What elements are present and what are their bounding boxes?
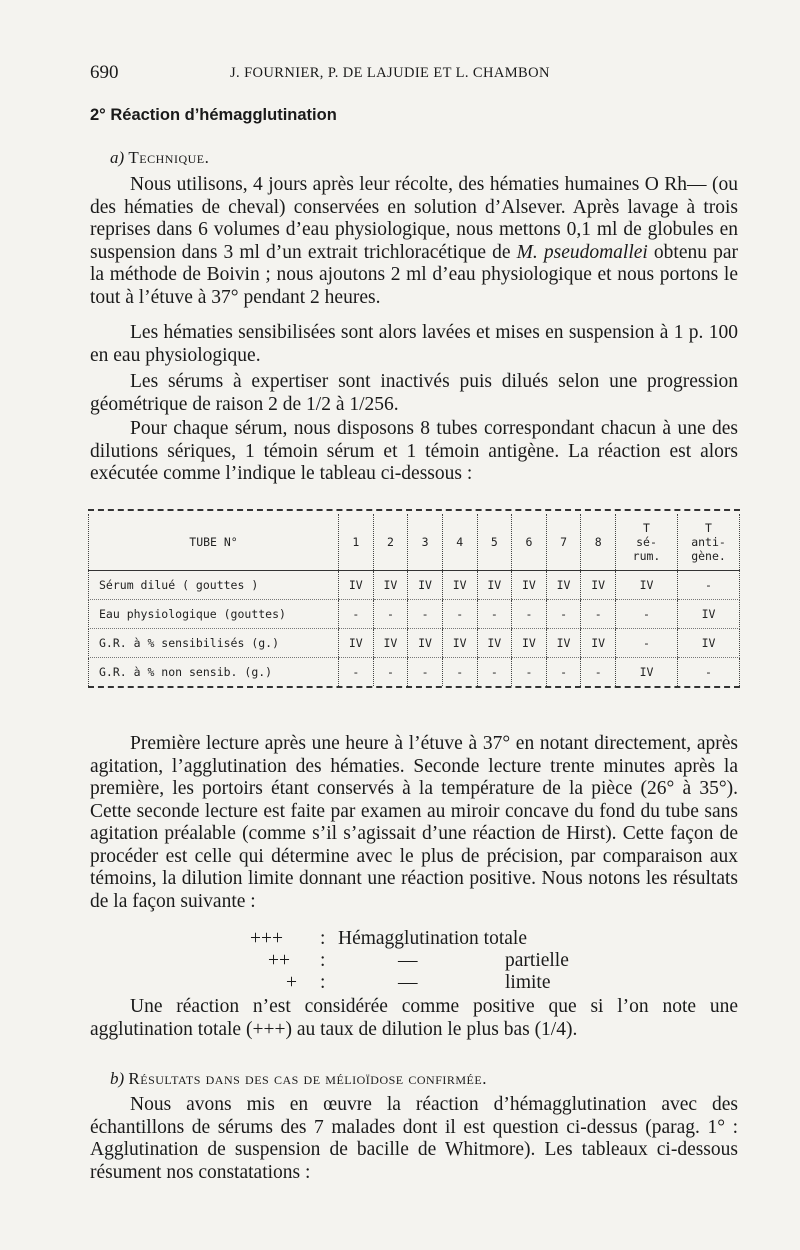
table-cell: IV (512, 571, 547, 600)
subsection-b-prefix: b) (110, 1069, 125, 1088)
table-cell: - (408, 658, 443, 687)
notation-symbol: + (286, 972, 297, 993)
table-cell: - (442, 600, 477, 629)
table-header-col: 1 (339, 514, 374, 571)
table-header-tube: TUBE N° (89, 514, 339, 571)
table-cell: - (408, 600, 443, 629)
notation-row-limite (250, 972, 650, 994)
table-cell: - (442, 658, 477, 687)
table-cell: IV (512, 629, 547, 658)
table-row (89, 571, 740, 600)
table-header-col: 3 (408, 514, 443, 571)
row-label: G.R. à % sensibilisés (g.) (89, 629, 339, 658)
section-heading: 2° Réaction d’hémagglutination (90, 106, 337, 124)
subsection-a-prefix: a) (110, 148, 125, 167)
subsection-a-title: Technique. (128, 148, 210, 167)
row-label: Eau physiologique (gouttes) (89, 600, 339, 629)
running-head-authors: J. FOURNIER, P. DE LAJUDIE ET L. CHAMBON (230, 65, 550, 81)
table-cell: IV (339, 571, 374, 600)
table-cell: IV (546, 629, 581, 658)
paragraph-results: Nous avons mis en œuvre la réaction d’hémagglutination avec des échantillons de sérums des 7 malades dont il est question ci-dessus (parag. 1° : Agglutination de suspension de bacille de Whitmore). Les tableaux ci-dessous résument nos constatations : (90, 1094, 738, 1183)
notation-legend (250, 928, 650, 994)
subsection-results-heading (110, 1069, 487, 1089)
table-header-col: 7 (546, 514, 581, 571)
table-cell: IV (581, 571, 616, 600)
table-cell: - (512, 658, 547, 687)
page-number: 690 (90, 62, 119, 83)
paragraph-technique: Nous utilisons, 4 jours après leur récolte, des hématies humaines O Rh— (ou des hématies de cheval) conservées en solution d’Alsever. Après lavage à trois reprises dans 6 volumes d’eau physiologique, nous mettons 0,1 ml de globules en suspension dans 3 ml d’un extrait trichloracétique de M. pseudomallei obtenu par la méthode de Boivin ; nous ajoutons 2 ml d’eau physiologique et nous portons le tout à l’étuve à 37° pendant 2 heures. (90, 174, 738, 308)
table-cell: - (477, 658, 512, 687)
table-row (89, 629, 740, 658)
table-cell: IV (442, 629, 477, 658)
table-cell: IV (581, 629, 616, 658)
table-cell: - (339, 600, 374, 629)
notation-desc: Hémagglutination totale (338, 928, 527, 949)
table-cell: IV (408, 629, 443, 658)
table-cell: IV (442, 571, 477, 600)
table-cell: IV (477, 629, 512, 658)
table-cell: IV (477, 571, 512, 600)
paragraph-dilution: Les sérums à expertiser sont inactivés puis dilués selon une progression géométrique de raison 2 de 1/2 à 1/256. (90, 371, 738, 415)
table-cell: - (678, 658, 740, 687)
notation-row-total (250, 928, 650, 950)
notation-dash: — (398, 972, 418, 993)
table-bottom-rule (88, 686, 740, 691)
subsection-b-title: Résultats dans des cas de mélioïdose confirmée. (128, 1069, 487, 1088)
table-cell: - (678, 571, 740, 600)
table-cell: - (512, 600, 547, 629)
notation-row-partielle (250, 950, 650, 972)
table-row (89, 600, 740, 629)
table-cell: IV (678, 629, 740, 658)
table-header-col: 5 (477, 514, 512, 571)
table-cell: IV (546, 571, 581, 600)
notation-word: limite (505, 972, 551, 993)
notation-symbol: ++ (268, 950, 290, 971)
notation-word: partielle (505, 950, 569, 971)
table-header-col: 4 (442, 514, 477, 571)
table-cell: IV (616, 658, 678, 687)
table-cell: - (373, 600, 408, 629)
table-header-temoin-antigene: T anti- gène. (678, 514, 740, 571)
table-cell: - (581, 600, 616, 629)
table-cell: IV (339, 629, 374, 658)
running-head (90, 62, 740, 86)
table-cell: IV (373, 629, 408, 658)
table-cell: IV (373, 571, 408, 600)
table-cell: IV (678, 600, 740, 629)
paragraph-lecture: Première lecture après une heure à l’étuve à 37° en notant directement, après agitation, l’agglutination des hématies. Seconde lecture trente minutes après la première, les portoirs étant conservés à la température de la pièce (26° à 35°). Cette seconde lecture est faite par examen au miroir concave du fond du tube sans agitation préalable (comme s’il s’agissait d’une réaction de Hirst). Cette façon de procéder est celle qui détermine avec le plus de précision, par comparaison aux témoins, la dilution limite donnant une réaction positive. Nous notons les résultats de la façon suivante : (90, 733, 738, 912)
row-label: G.R. à % non sensib. (g.) (89, 658, 339, 687)
paragraph-tubes: Pour chaque sérum, nous disposons 8 tubes correspondant chacun à une des dilutions sériques, 1 témoin sérum et 1 témoin antigène. La réaction est alors exécutée comme l’indique le tableau ci-dessous : (90, 418, 738, 484)
table-cell: - (546, 658, 581, 687)
row-label: Sérum dilué ( gouttes ) (89, 571, 339, 600)
paragraph-sensibilisation: Les hématies sensibilisées sont alors lavées et mises en suspension à 1 p. 100 en eau physiologique. (90, 322, 738, 366)
notation-symbol: +++ (250, 928, 283, 949)
table-cell: - (339, 658, 374, 687)
notation-colon: : (320, 950, 326, 971)
table-cell: - (616, 629, 678, 658)
table-cell: - (373, 658, 408, 687)
table-cell: IV (616, 571, 678, 600)
notation-colon: : (320, 928, 326, 949)
table-row (89, 658, 740, 687)
notation-colon: : (320, 972, 326, 993)
species-name: M. pseudomallei (516, 241, 648, 263)
table-cell: - (477, 600, 512, 629)
table-cell: IV (408, 571, 443, 600)
table-header-col: 6 (512, 514, 547, 571)
table-cell: - (581, 658, 616, 687)
table-header-col: 8 (581, 514, 616, 571)
subsection-technique-heading (110, 148, 209, 168)
table-cell: - (546, 600, 581, 629)
table-header-temoin-serum: T sé- rum. (616, 514, 678, 571)
reaction-table (88, 509, 740, 691)
table-header-col: 2 (373, 514, 408, 571)
paragraph-positive: Une réaction n’est considérée comme positive que si l’on note une agglutination totale (+++) au taux de dilution le plus bas (1/4). (90, 996, 738, 1040)
notation-dash: — (398, 950, 418, 971)
table-cell: - (616, 600, 678, 629)
